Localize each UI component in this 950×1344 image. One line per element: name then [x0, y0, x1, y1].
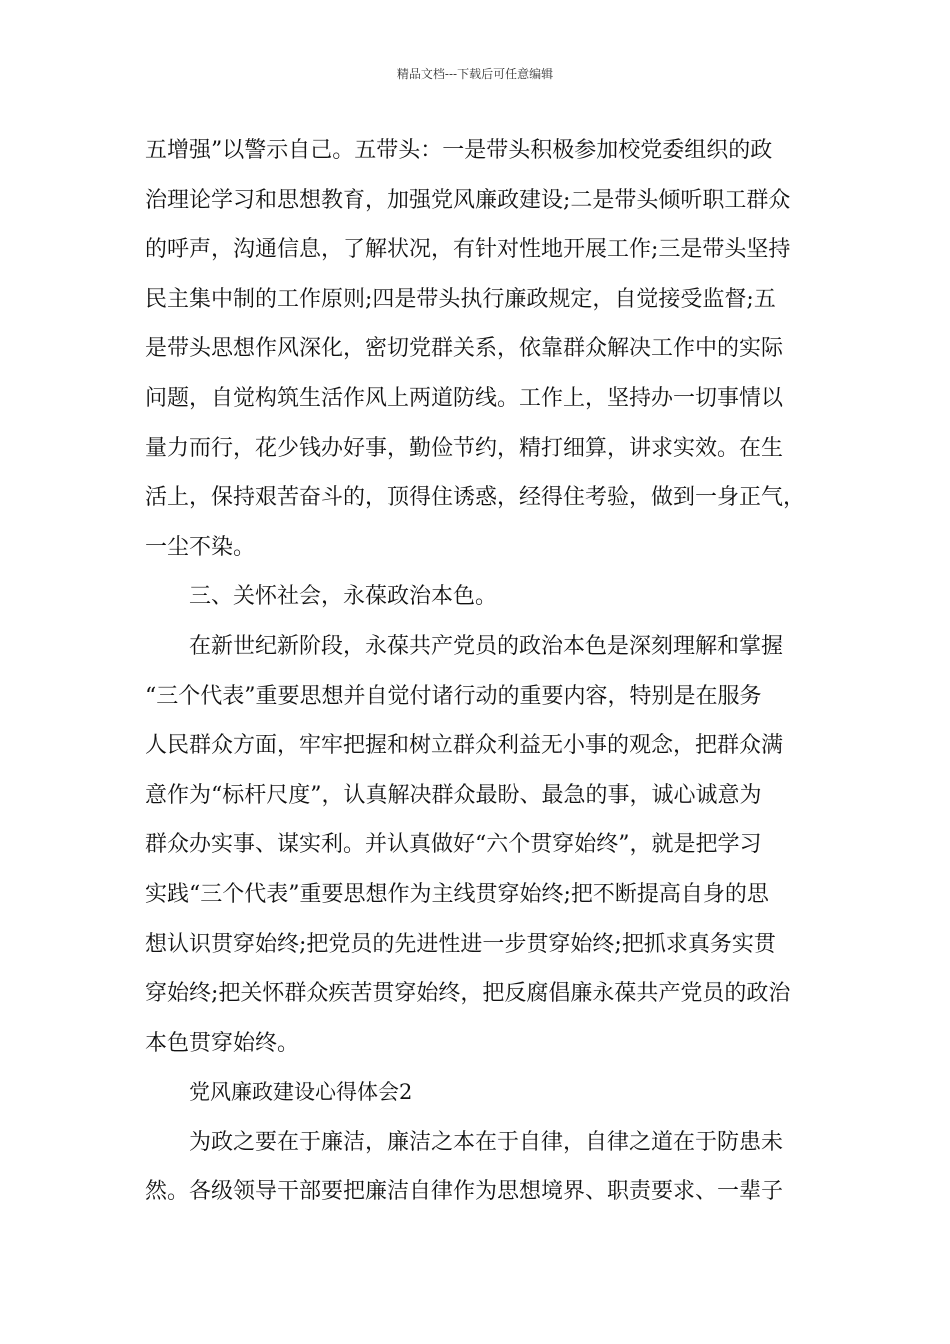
text-line: 活上，保持艰苦奋斗的，顶得住诱惑，经得住考验，做到一身正气， — [145, 485, 806, 511]
text-line: 意作为“标杆尺度”，认真解决群众最盼、最急的事，诚心诚意为 — [145, 782, 762, 808]
text-line: 民主集中制的工作原则;四是带头执行廉政规定，自觉接受监督;五 — [145, 286, 776, 312]
text-line: 本色贯穿始终。 — [145, 1030, 300, 1056]
text-line: 在新世纪新阶段，永葆共产党员的政治本色是深刻理解和掌握 — [189, 633, 784, 659]
text-line: 实践“三个代表”重要思想作为主线贯穿始终;把不断提高自身的思 — [145, 881, 769, 907]
text-line: 人民群众方面，牢牢把握和树立群众利益无小事的观念，把群众满 — [145, 733, 784, 759]
text-line: 问题，自觉构筑生活作风上两道防线。工作上，坚持办一切事情以 — [145, 385, 784, 411]
text-line: 想认识贯穿始终;把党员的先进性进一步贯穿始终;把抓求真务实贯 — [145, 931, 776, 957]
text-line: 一尘不染。 — [145, 534, 256, 560]
text-line: 然。各级领导干部要把廉洁自律作为思想境界、职责要求、一辈子 — [145, 1179, 784, 1205]
article-title: 党风廉政建设心得体会2 — [189, 1080, 413, 1105]
page-header: 精品文档---下载后可任意编辑 — [396, 67, 554, 81]
text-line: 穿始终;把关怀群众疾苦贯穿始终，把反腐倡廉永葆共产党员的政治 — [145, 981, 791, 1007]
text-line: 为政之要在于廉洁，廉洁之本在于自律，自律之道在于防患未 — [189, 1129, 784, 1155]
text-line: “三个代表”重要思想并自觉付诸行动的重要内容，特别是在服务 — [145, 683, 762, 709]
text-line: 量力而行，花少钱办好事，勤俭节约，精打细算，讲求实效。在生 — [145, 435, 784, 461]
text-line: 是带头思想作风深化，密切党群关系，依靠群众解决工作中的实际 — [145, 336, 784, 362]
section-heading: 三、关怀社会，永葆政治本色。 — [189, 584, 498, 610]
text-line: 五增强”以警示自己。五带头：一是带头积极参加校党委组织的政 — [145, 138, 773, 163]
text-line: 群众办实事、谋实利。并认真做好“六个贯穿始终”，就是把学习 — [145, 832, 762, 858]
document-body — [145, 126, 811, 1217]
text-line: 治理论学习和思想教育，加强党风廉政建设;二是带头倾听职工群众 — [145, 187, 791, 213]
text-line: 的呼声，沟通信息，了解状况，有针对性地开展工作;三是带头坚持 — [145, 237, 791, 263]
